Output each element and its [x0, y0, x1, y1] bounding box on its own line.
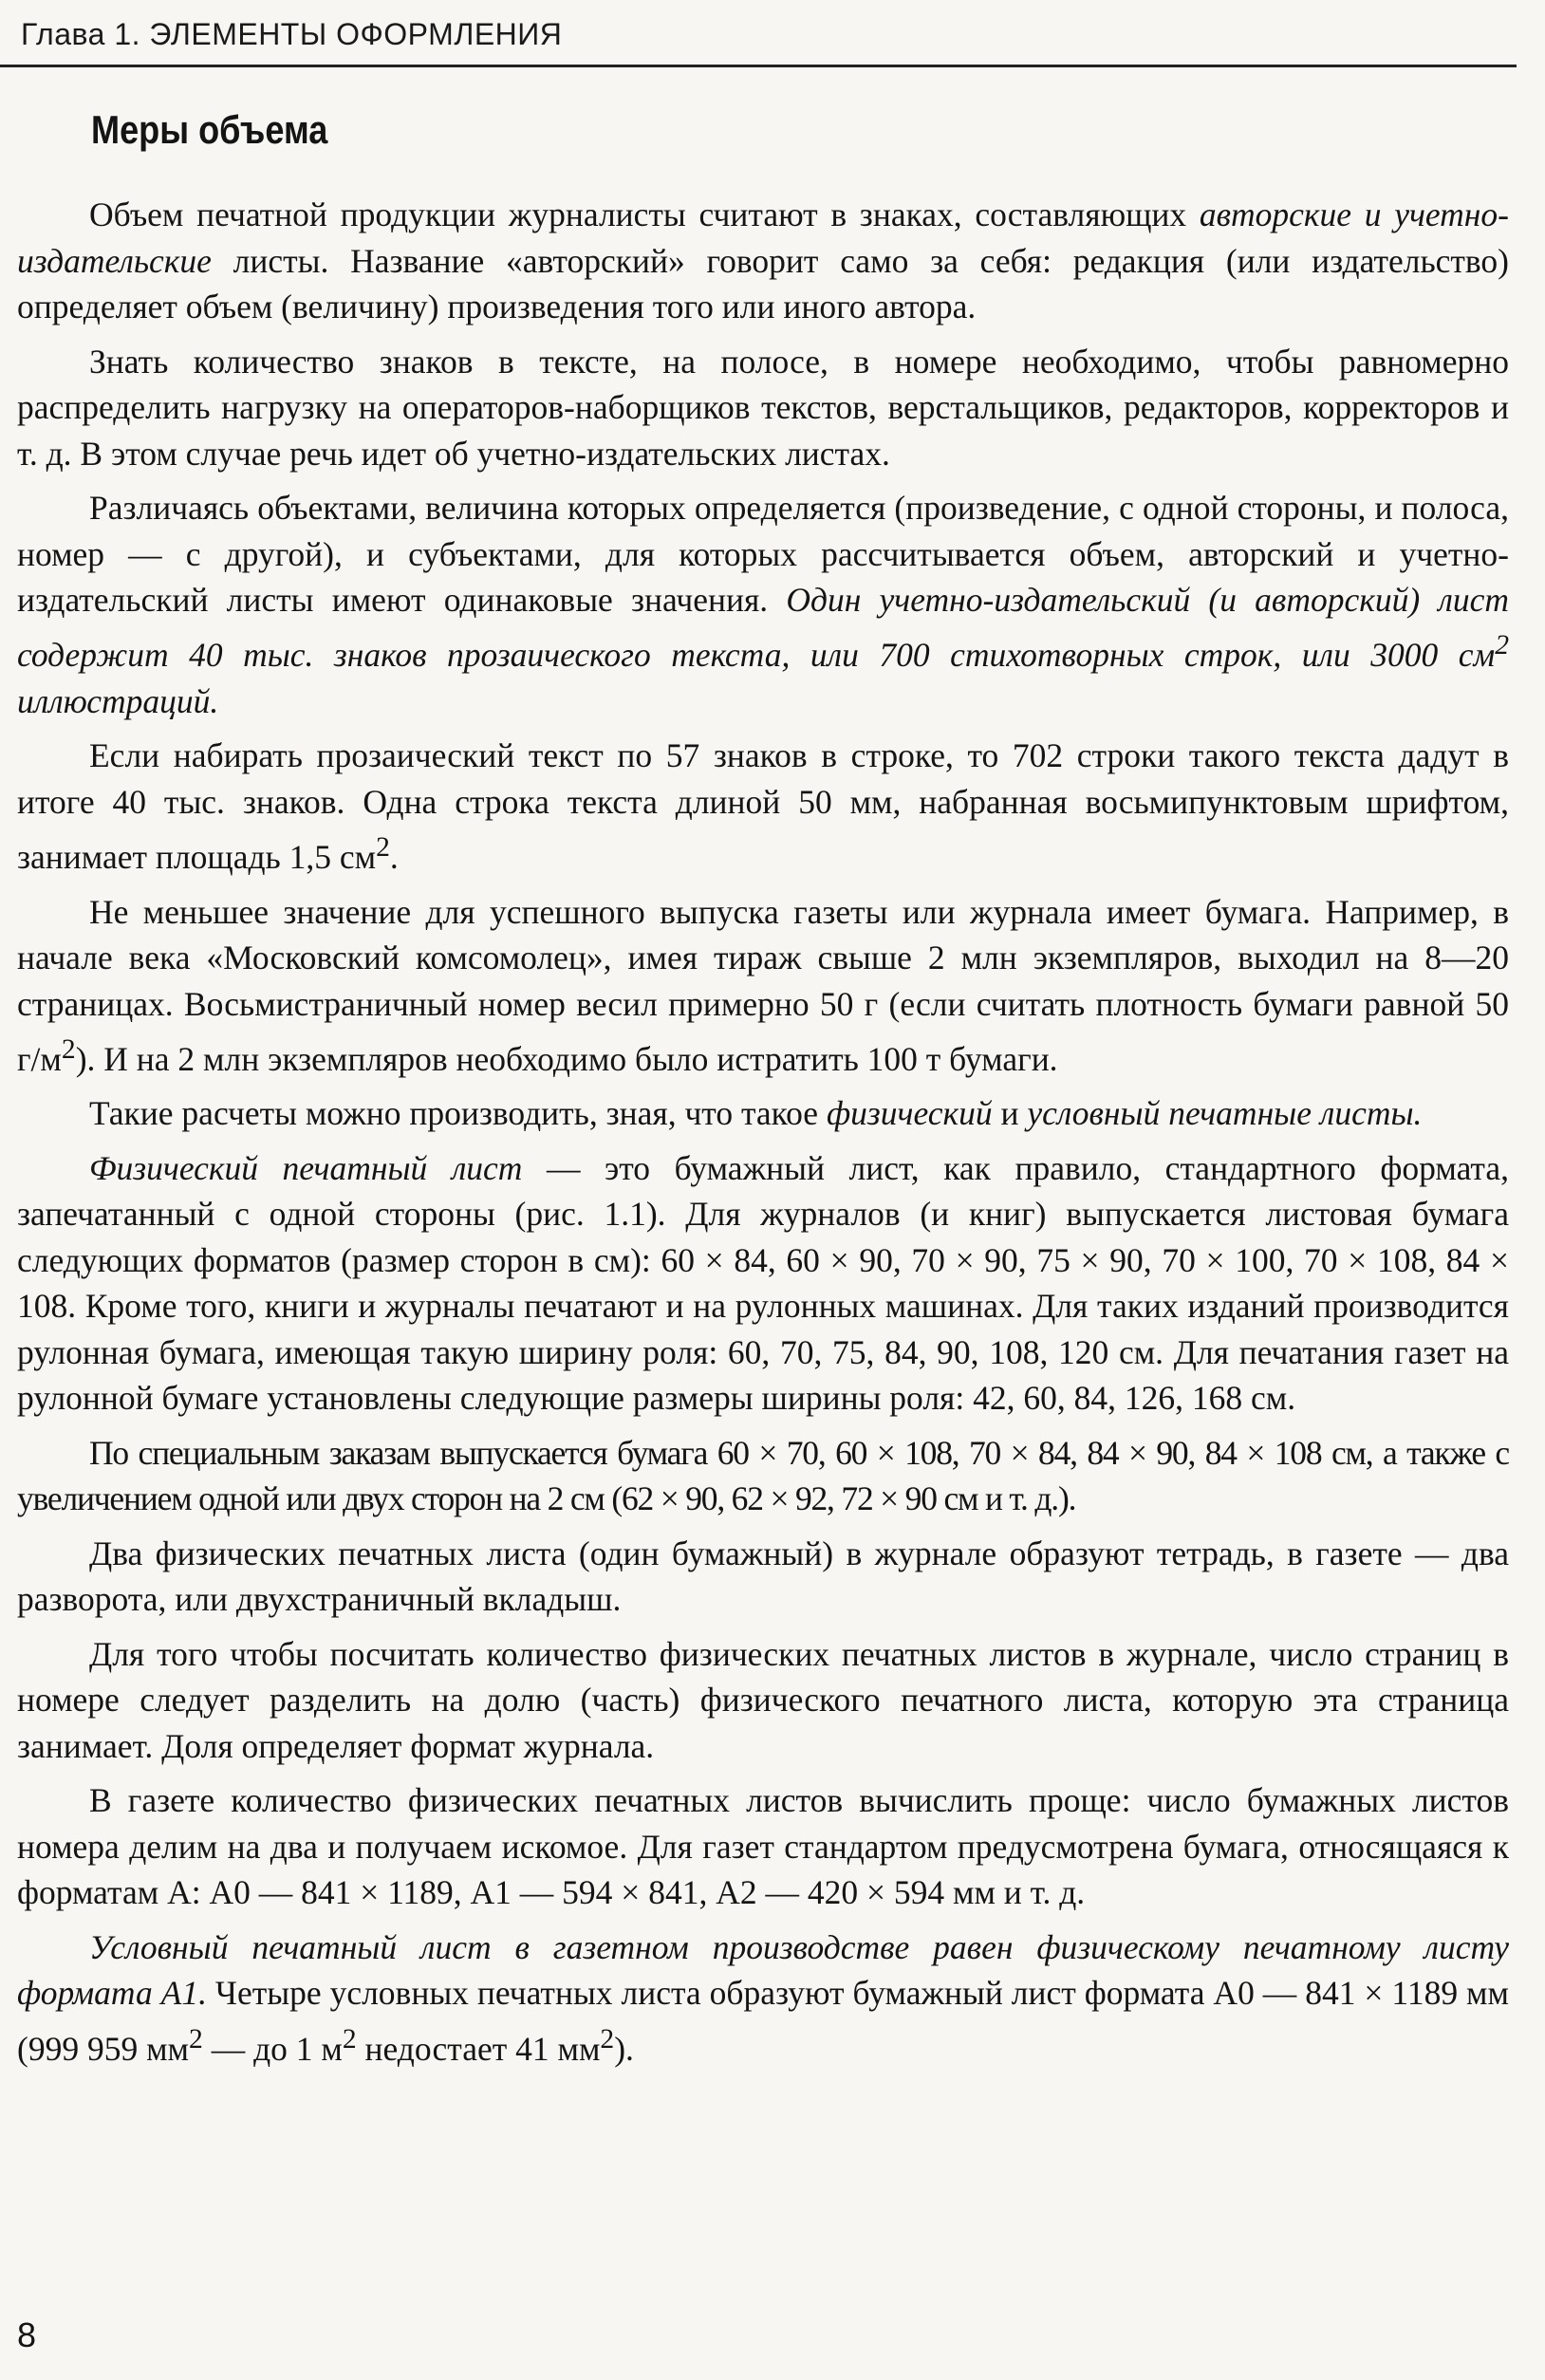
- paragraph-7: [17, 1145, 1509, 1422]
- paragraph-8: По специальным заказам выпускается бумага 60 × 70, 60 × 108, 70 × 84, 84 × 90, 84 × 108 см, а также с увеличением одной или двух сторон на 2 см (62 × 90, 62 × 92, 72 × 90 см и т. д.).: [17, 1433, 1509, 1518]
- paragraph-3: [17, 485, 1509, 724]
- text-run: Объем печатной продукции журналисты считают в знаках, составляющих: [89, 195, 1200, 233]
- paragraph-9: Два физических печатных листа (один бумажный) в журнале образуют тетрадь, в газете — два разворота, или двухстраничный вкладыш.: [17, 1534, 1509, 1619]
- italic-run: физический: [826, 1094, 993, 1133]
- italic-run: авторские и учетно-издательские: [17, 195, 1509, 280]
- superscript: 2: [189, 2023, 203, 2055]
- text-run: Если набирать прозаический текст по 57 знаков в строке, то 702 строки такого текста дадут в итоге 40 тыс. знаков. Одна строка текста длиной 50 мм, набранная восьмипунктовым шрифтом, занимает площадь 1,5 см: [17, 736, 1509, 877]
- text-run: листы. Название «авторский» говорит само за себя: редакция (или издательство) определяет объем (величину) произведения того или иного автора.: [17, 241, 1509, 325]
- body-text: [17, 192, 1509, 2080]
- superscript: 2: [376, 832, 390, 864]
- paragraph-12: [17, 1924, 1509, 2072]
- italic-run: Физический печатный лист: [89, 1148, 523, 1187]
- text-run: и: [992, 1094, 1028, 1133]
- text-run: ). И на 2 млн экземпляров необходимо было истратить 100 т бумаги.: [75, 1039, 1058, 1078]
- paragraph-6: [17, 1090, 1509, 1137]
- superscript: 2: [600, 2023, 615, 2055]
- paragraph-10: Для того чтобы посчитать количество физических печатных листов в журнале, число страниц в номере следует разделить на долю (часть) физического печатного листа, которую эта страница занимает. Доля определяет формат журнала.: [17, 1634, 1509, 1765]
- text-run: ).: [614, 2029, 634, 2068]
- text-run: иллюстраций.: [17, 681, 219, 720]
- header-rule: [0, 65, 1517, 67]
- text-run: недостает 41 мм: [356, 2029, 601, 2068]
- text-run: — до 1 м: [202, 2029, 343, 2068]
- running-header: Глава 1. ЭЛЕМЕНТЫ ОФОРМЛЕНИЯ: [21, 17, 563, 51]
- superscript: 2: [61, 1034, 76, 1066]
- text-run: Один учетно-издательский (и авторский) лист содержит 40 тыс. знаков прозаического текста, или 700 стихотворных строк, или 3000 см: [17, 581, 1509, 675]
- paragraph-1: [17, 192, 1509, 330]
- superscript: 2: [1495, 630, 1509, 661]
- text-run: Не меньшее значение для успешного выпуска газеты или журнала имеет бумага. Например, в начале века «Московский комсомолец», имея тираж свыше 2 млн экземпляров, выходил на 8—20 страницах. Восьмистраничный номер весил примерно 50 г (если считать плотность бумаги равной 50 г/м: [17, 892, 1509, 1078]
- paragraph-2: Знать количество знаков в тексте, на полосе, в номере необходимо, чтобы равномерно распределить нагрузку на операторов-наборщиков текстов, верстальщиков, редакторов, корректоров и т. д. В этом случае речь идет об учетно-издательских листах.: [17, 342, 1509, 473]
- text-run: .: [389, 838, 399, 877]
- text-run: Различаясь объектами, величина которых определяется (произведение, с одной стороны, и полоса, номер — с другой), и субъектами, для которых рассчитывается объем, авторский и учетно-издательский листы имеют одинаковые значения.: [17, 489, 1509, 619]
- italic-run: условный печатные листы.: [1027, 1094, 1423, 1133]
- text-run: Четыре условных печатных листа образуют бумажный лист формата А0 — 841 × 1189 мм (999 959 мм: [17, 1974, 1509, 2068]
- paragraph-11: В газете количество физических печатных листов вычислить проще: число бумажных листов номера делим на два и получаем искомое. Для газет стандартом предусмотрена бумага, относящаяся к форматам А: А0 — 841 × 1189, А1 — 594 × 841, А2 — 420 × 594 мм и т. д.: [17, 1781, 1509, 1912]
- superscript: 2: [342, 2023, 357, 2055]
- page-number: 8: [17, 2315, 37, 2354]
- italic-run: Условный печатный лист в газетном производстве равен физическому печатному листу формата А1.: [17, 1927, 1509, 2013]
- paragraph-5: [17, 889, 1509, 1083]
- text-run: Такие расчеты можно производить, зная, что такое: [89, 1094, 827, 1133]
- paragraph-4: [17, 733, 1509, 880]
- section-title: Меры объема: [91, 107, 328, 152]
- text-run: — это бумажный лист, как правило, стандартного формата, запечатанный с одной стороны (рис. 1.1). Для журналов (и книг) выпускается листовая бумага следующих форматов (размер сторон в см): 60 × 84, 60 × 90, 70 × 90, 75 × 90, 70 × 100, 70 × 108, 84 × 108. Кроме того, книги и журналы печатают и на рулонных машинах. Для таких изданий производится рулонная бумага, имеющая такую ширину роля: 60, 70, 75, 84, 90, 108, 120 см. Для печатания газет на рулонной бумаге установлены следующие размеры ширины роля: 42, 60, 84, 126, 168 см.: [17, 1148, 1509, 1418]
